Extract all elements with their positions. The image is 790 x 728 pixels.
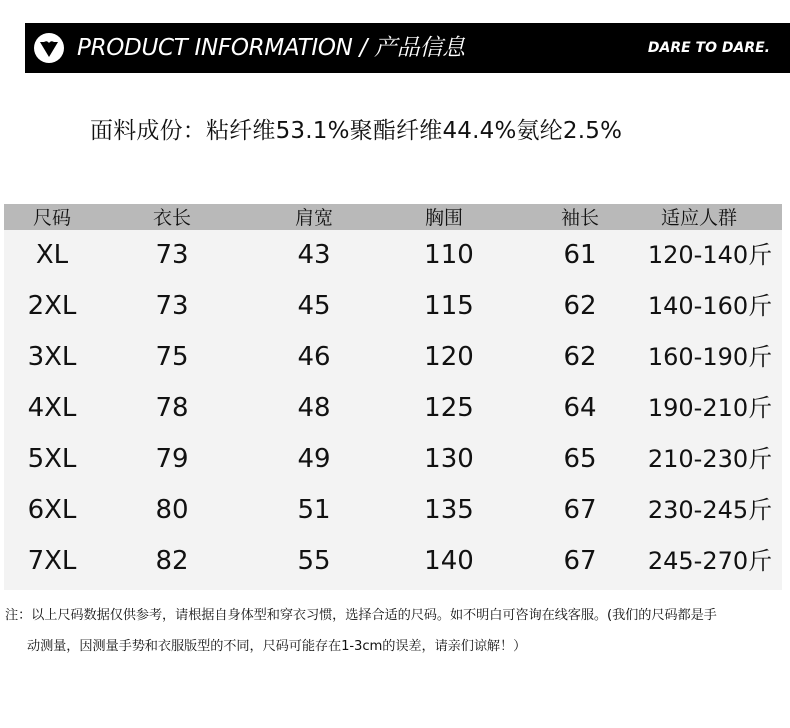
cell-fit-weight: 140-160斤 [647,292,773,320]
cell-size: 7XL [27,546,77,576]
cell-fit-weight: 190-210斤 [647,394,773,422]
cell-sleeve: 64 [563,393,597,423]
cell-chest: 140 [424,546,474,576]
cell-fit-weight: 120-140斤 [647,241,773,269]
header-length: 衣长 [152,207,191,229]
cell-shoulder: 55 [297,546,331,576]
cell-chest: 115 [424,291,474,321]
banner-title: PRODUCT INFORMATION / 产品信息 [77,35,465,61]
cell-length: 73 [155,240,189,270]
header-fit-weight: 适应人群 [660,207,737,229]
size-table [4,204,782,590]
cell-chest: 130 [424,444,474,474]
table-row [4,536,782,586]
fabric-composition: 面料成份：粘纤维53.1%聚酯纤维44.4%氨纶2.5% [90,118,623,144]
size-note-line-1: 注：以上尺码数据仅供参考，请根据自身体型和穿衣习惯，选择合适的尺码。如不明白可咨询在线客服。(我们的尺码都是手 [5,608,717,623]
size-table-header [4,204,782,230]
cell-length: 73 [155,291,189,321]
cell-shoulder: 51 [297,495,331,525]
cell-length: 78 [155,393,189,423]
cell-size: 2XL [27,291,77,321]
cell-sleeve: 67 [563,495,597,525]
header-size: 尺码 [32,207,71,229]
cell-size: 5XL [27,444,77,474]
cell-length: 75 [155,342,189,372]
cell-shoulder: 45 [297,291,331,321]
table-row [4,383,782,433]
cell-length: 80 [155,495,189,525]
banner-slogan: DARE TO DARE. [647,40,770,56]
cell-chest: 125 [424,393,474,423]
cell-sleeve: 67 [563,546,597,576]
cell-sleeve: 65 [563,444,597,474]
product-info-banner [25,23,790,73]
cell-sleeve: 62 [563,342,597,372]
table-row [4,434,782,484]
size-note [5,600,785,662]
cell-fit-weight: 230-245斤 [647,496,773,524]
table-row [4,230,782,280]
cell-size: 6XL [27,495,77,525]
cell-size: XL [35,240,69,270]
cell-size: 3XL [27,342,77,372]
cell-shoulder: 43 [297,240,331,270]
cell-fit-weight: 210-230斤 [647,445,773,473]
cell-shoulder: 48 [297,393,331,423]
cell-length: 79 [155,444,189,474]
cell-chest: 110 [424,240,474,270]
cell-sleeve: 62 [563,291,597,321]
cell-length: 82 [155,546,189,576]
cell-shoulder: 46 [297,342,331,372]
cell-shoulder: 49 [297,444,331,474]
header-shoulder: 肩宽 [294,207,333,229]
cell-size: 4XL [27,393,77,423]
cell-fit-weight: 160-190斤 [647,343,773,371]
table-row [4,281,782,331]
header-chest: 胸围 [424,207,463,229]
cell-chest: 135 [424,495,474,525]
cell-chest: 120 [424,342,474,372]
header-sleeve: 袖长 [560,207,599,229]
cell-sleeve: 61 [563,240,597,270]
table-row [4,485,782,535]
cell-fit-weight: 245-270斤 [647,547,773,575]
size-note-line-2: 动测量，因测量手势和衣服版型的不同，尺码可能存在1-3cm的误差，请亲们谅解！） [27,639,527,654]
table-row [4,332,782,382]
heart-v-logo-icon [33,32,65,64]
